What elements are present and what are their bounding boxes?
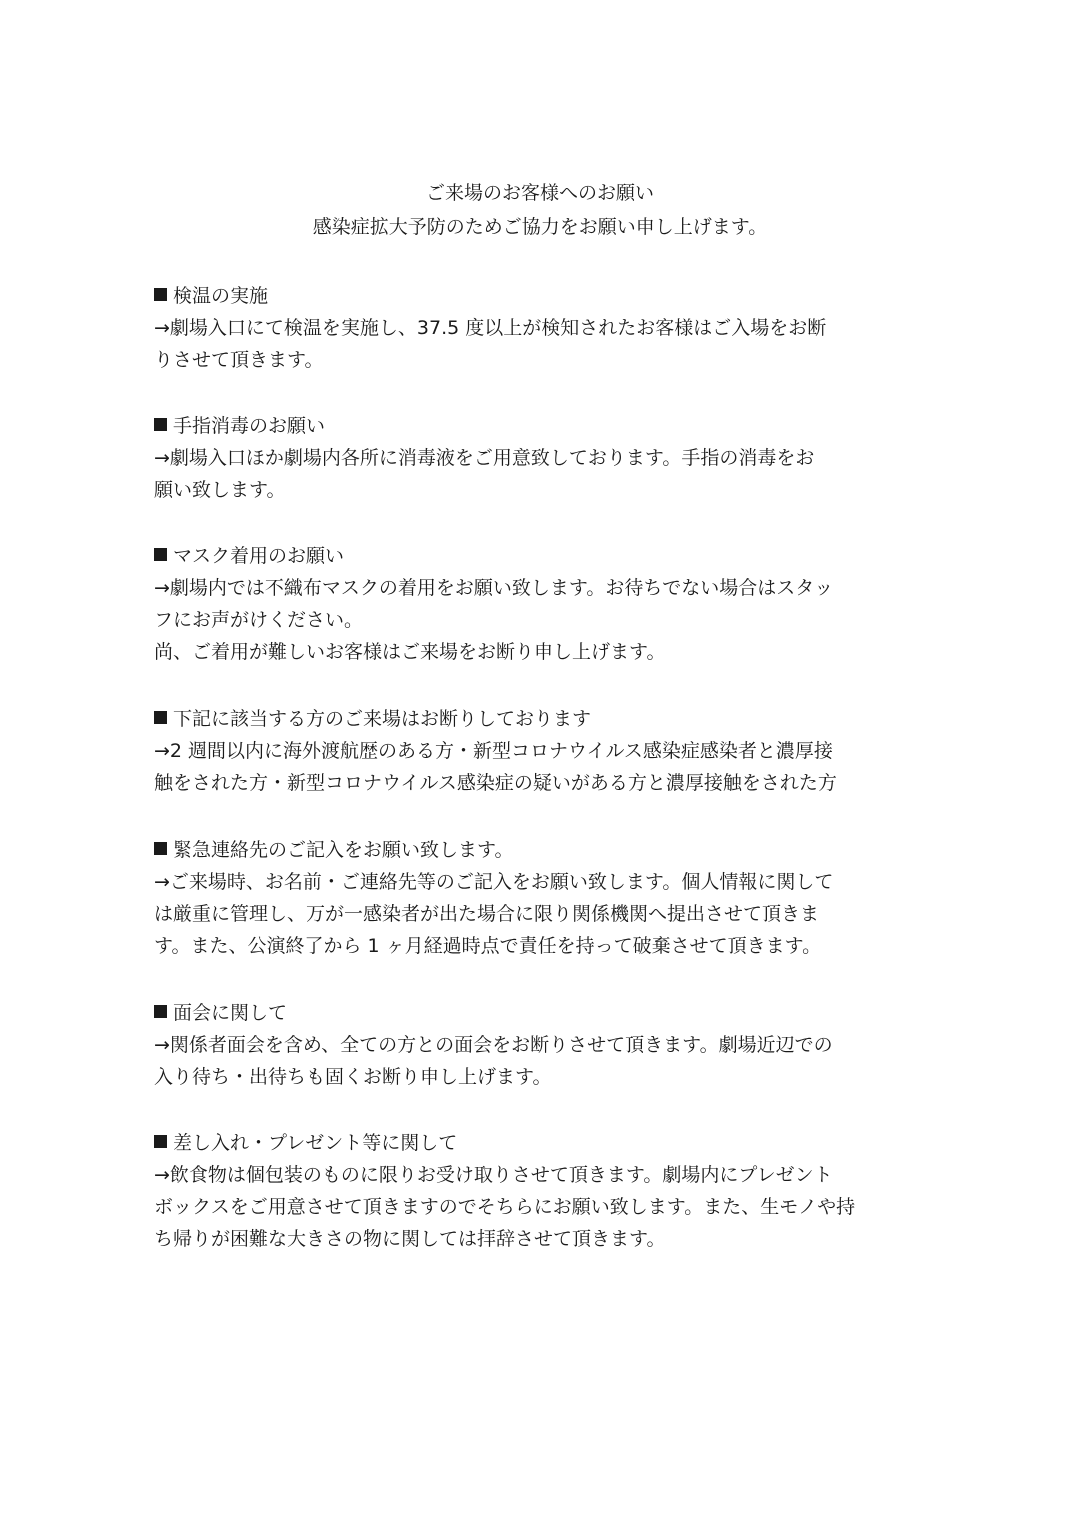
section-text-line: →ご来場時、お名前・ご連絡先等のご記入をお願い致します。個人情報に関して — [154, 871, 834, 893]
section-text-line: 尚、ご着用が難しいお客様はご来場をお断り申し上げます。 — [154, 641, 666, 663]
section-text-line: 願い致します。 — [154, 479, 286, 501]
section-gifts — [154, 1127, 924, 1255]
section-text-line: →2 週間以内に海外渡航歴のある方・新型コロナウイルス感染症感染者と濃厚接 — [154, 740, 833, 762]
section-heading: 面会に関して — [154, 997, 924, 1029]
section-heading: 緊急連絡先のご記入をお願い致します。 — [154, 834, 924, 866]
section-text-line: ボックスをご用意させて頂きますのでそちらにお願い致します。また、生モノや持 — [154, 1196, 856, 1218]
square-bullet-icon — [154, 288, 167, 301]
square-bullet-icon — [154, 418, 167, 431]
section-text-line: →劇場入口にて検温を実施し、37.5 度以上が検知されたお客様はご入場をお断 — [154, 317, 827, 339]
square-bullet-icon — [154, 548, 167, 561]
section-text-line: す。また、公演終了から 1 ヶ月経過時点で責任を持って破棄させて頂きます。 — [154, 935, 822, 957]
section-text-line: 触をされた方・新型コロナウイルス感染症の疑いがある方と濃厚接触をされた方 — [154, 772, 837, 794]
section-visits — [154, 997, 924, 1093]
section-text-line: →劇場内では不織布マスクの着用をお願い致します。お待ちでない場合はスタッ — [154, 577, 834, 599]
section-text-line: は厳重に管理し、万が一感染者が出た場合に限り関係機関へ提出させて頂きま — [154, 903, 820, 925]
section-text-line: りさせて頂きます。 — [154, 349, 324, 371]
section-text-line: →劇場入口ほか劇場内各所に消毒液をご用意致しております。手指の消毒をお — [154, 447, 815, 469]
notice-header — [0, 176, 1080, 244]
notice-title: ご来場のお客様へのお願い — [425, 182, 654, 204]
section-emergency-contact — [154, 834, 924, 962]
square-bullet-icon — [154, 842, 167, 855]
notice-subtitle: 感染症拡大予防のためご協力をお願い申し上げます。 — [312, 216, 768, 238]
section-heading: 手指消毒のお願い — [154, 410, 924, 442]
square-bullet-icon — [154, 711, 167, 724]
square-bullet-icon — [154, 1005, 167, 1018]
section-entry-refusal — [154, 703, 924, 799]
section-text-line: ち帰りが困難な大きさの物に関しては拝辞させて頂きます。 — [154, 1228, 666, 1250]
section-text-line: →飲食物は個包装のものに限りお受け取りさせて頂きます。劇場内にプレゼント — [154, 1164, 833, 1186]
section-heading: 検温の実施 — [154, 280, 924, 312]
section-temperature-check — [154, 280, 924, 376]
section-text-line: 入り待ち・出待ちも固くお断り申し上げます。 — [154, 1066, 552, 1088]
section-heading: マスク着用のお願い — [154, 540, 924, 572]
section-mask-wearing — [154, 540, 924, 668]
section-heading: 下記に該当する方のご来場はお断りしております — [154, 703, 924, 735]
section-text-line: フにお声がけください。 — [154, 609, 364, 631]
section-text-line: →関係者面会を含め、全ての方との面会をお断りさせて頂きます。劇場近辺での — [154, 1034, 833, 1056]
section-hand-sanitizing — [154, 410, 924, 506]
square-bullet-icon — [154, 1135, 167, 1148]
section-heading: 差し入れ・プレゼント等に関して — [154, 1127, 924, 1159]
